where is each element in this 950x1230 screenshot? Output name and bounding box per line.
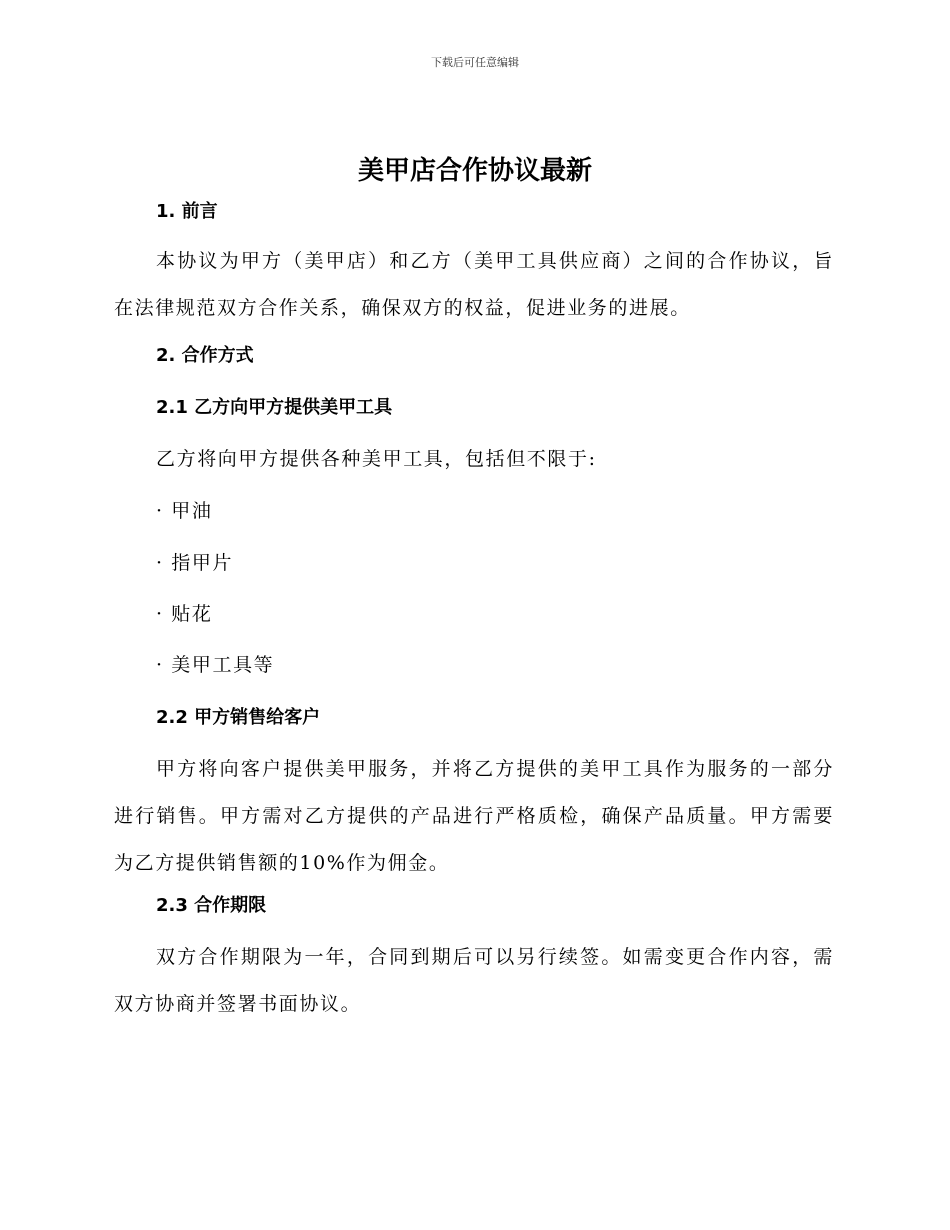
list-item: · 贴花	[156, 603, 213, 625]
list-item: · 美甲工具等	[156, 654, 275, 676]
list-item: · 指甲片	[156, 552, 234, 574]
section-2-1-heading: 2.1 乙方向甲方提供美甲工具	[156, 397, 393, 418]
header-note: 下载后可任意编辑	[431, 56, 519, 69]
section-1-heading: 1. 前言	[156, 201, 218, 222]
section-2-1-intro: 乙方将向甲方提供各种美甲工具，包括但不限于:	[156, 448, 597, 470]
section-2-heading: 2. 合作方式	[156, 345, 254, 366]
document-title: 美甲店合作协议最新	[357, 156, 592, 186]
section-2-2-heading: 2.2 甲方销售给客户	[156, 707, 321, 728]
section-2-2-paragraph: 甲方将向客户提供美甲服务，并将乙方提供的美甲工具作为服务的一部分进行销售。甲方需对乙方提供的产品进行严格质检，确保产品质量。甲方需要为乙方提供销售额的10%作为佣金。	[114, 758, 834, 874]
section-1-paragraph: 本协议为甲方（美甲店）和乙方（美甲工具供应商）之间的合作协议，旨在法律规范双方合作关系，确保双方的权益，促进业务的进展。	[114, 250, 834, 319]
section-2-3-paragraph: 双方合作期限为一年，合同到期后可以另行续签。如需变更合作内容，需双方协商并签署书面协议。	[114, 946, 834, 1015]
section-2-3-heading: 2.3 合作期限	[156, 895, 267, 916]
list-item: · 甲油	[156, 500, 213, 522]
